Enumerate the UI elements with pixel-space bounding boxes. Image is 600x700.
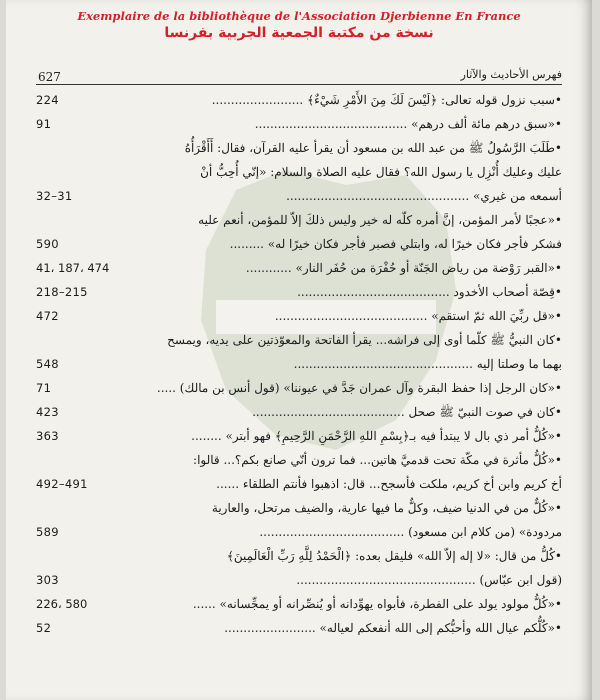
index-entry [36, 136, 562, 208]
entry-page-ref: 224 [36, 93, 59, 107]
entry-page-ref: 71 [36, 381, 52, 395]
entry-page-ref: 590 [36, 237, 59, 251]
index-entry [36, 304, 562, 328]
entry-line: •«كُلُّكم عيال الله وأحبُّكم إلى الله أنفعكم لعياله» ........................ [224, 621, 562, 635]
index-entry [36, 496, 562, 544]
running-head: فهرس الأحاديث والآثار [460, 68, 562, 81]
page-number: 627 [38, 70, 61, 84]
entry-page-ref: 423 [36, 405, 59, 419]
entry-line: •كُلُّ من قال: «لا إله إلاّ الله» فليقل بعده: ﴿الْحَمْدُ لِلَّهِ رَبِّ الْعَالَمِينَ﴾ [226, 549, 562, 563]
index-entry [36, 280, 562, 304]
entry-line: •سبب نزول قوله تعالى: ﴿لَيْسَ لَكَ مِنَ الأَمْرِ شَيْءٌ﴾ ........................ [211, 93, 562, 107]
entry-line: •كان النبيُّ ﷺ كلّما أوى إلى فراشه... يقرأ الفاتحة والمعوّذتين على يديه، ويمسح [167, 333, 562, 347]
book-page [6, 0, 592, 700]
entry-line: (قول ابن عبّاس) ............................................... [296, 573, 562, 587]
entry-line: •«كان الرجل إذا حفظ البقرة وآل عمران جَدَّ في عيوننا» (قول أنس بن مالك) ..... [156, 381, 562, 395]
entry-line: •«كُلُّ مولود يولد على الفطرة، فأبواه يهوِّدانه أو يُنصِّرانه أو يمجِّسانه» ...... [192, 597, 562, 611]
entry-page-ref: 548 [36, 357, 59, 371]
index-entry [36, 400, 562, 424]
entry-page-ref: 472 [36, 309, 59, 323]
header-rule [36, 84, 562, 85]
index-entry [36, 328, 562, 376]
entry-page-ref: 218–215 [36, 285, 88, 299]
index-entry [36, 88, 562, 112]
index-entry [36, 256, 562, 280]
index-entries [36, 88, 562, 640]
library-stamp-arabic: نسخة من مكتبة الجمعية الجربية بفرنسا [164, 25, 434, 41]
entry-line: عليك وعليك أُنْزِل يا رسول الله؟ فقال عليه الصلاة والسلام: «إنّي أُحِبُّ أنْ [200, 165, 562, 179]
entry-line: •«عجبًا لأمر المؤمن، إنَّ أمره كلّه له خير وليس ذلكَ إلاّ للمؤمن، أنعم عليه [198, 213, 562, 227]
entry-line: •طَلَبَ الرَّسُولُ ﷺ من عبد الله بن مسعود أن يقرأ عليه القرآن، فقال: أَأَقْرَأُهُ [184, 141, 562, 155]
entry-line: •«سبق درهم مائة ألف درهم» ........................................ [254, 117, 562, 131]
entry-line: •«كُلُّ مأثرة في مكّة تحت قدميَّ هاتين... فما ترون أنّي صانع بكم؟... قالوا: [193, 453, 562, 467]
entry-page-ref: 589 [36, 525, 59, 539]
index-entry [36, 424, 562, 448]
entry-line: أخ كريم وابن أخ كريم، ملكت فأسجح... قال: اذهبوا فأنتم الطلقاء ...... [216, 477, 562, 491]
library-stamp-english: Exemplaire de la bibliothèque de l'Association Djerbienne En France [77, 9, 521, 23]
entry-line: بهما ما وصلتا إليه ............................................... [293, 357, 562, 371]
entry-page-ref: 363 [36, 429, 59, 443]
entry-line: •«قل ربِّيَ الله ثمّ استقم» ........................................ [274, 309, 562, 323]
entry-line: •«كُلُّ أمر ذي بال لا يبتدأ فيه بـ﴿بِسْمِ اللهِ الرَّحْمَنِ الرَّحِيمِ﴾ فهو أبتر» ........ [191, 429, 562, 443]
index-entry [36, 616, 562, 640]
index-entry [36, 592, 562, 616]
entry-page-ref: 226، 580 [36, 597, 88, 611]
entry-page-ref: 492–491 [36, 477, 88, 491]
index-entry [36, 112, 562, 136]
index-entry [36, 448, 562, 496]
entry-line: فشكر فأجر فكان خيرًا له، وابتلي فصبر فأجر فكان خيرًا له» ......... [229, 237, 562, 251]
entry-line: •«القبر رَوْضة من رياض الجَنّة أو حُفْرَة من حُفَر النار» ............ [245, 261, 562, 275]
entry-line: مردودة» (من كلام ابن مسعود) ...................................... [259, 525, 562, 539]
entry-page-ref: 41، 187، 474 [36, 261, 110, 275]
index-entry [36, 544, 562, 592]
entry-page-ref: 52 [36, 621, 52, 635]
entry-line: •«كُلٌّ من في الدنيا ضيف، وكلٌّ ما فيها عارية، والضيف مرتحل، والعارية [211, 501, 562, 515]
entry-page-ref: 32–31 [36, 189, 73, 203]
entry-line: أسمعه من غيري» ................................................ [286, 189, 562, 203]
entry-line: •كان في صوت النبيّ ﷺ صحل ........................................ [252, 405, 562, 419]
index-entry [36, 376, 562, 400]
entry-line: •قِصّة أصحاب الأخدود ........................................ [297, 285, 562, 299]
entry-page-ref: 303 [36, 573, 59, 587]
index-entry [36, 208, 562, 256]
entry-page-ref: 91 [36, 117, 52, 131]
